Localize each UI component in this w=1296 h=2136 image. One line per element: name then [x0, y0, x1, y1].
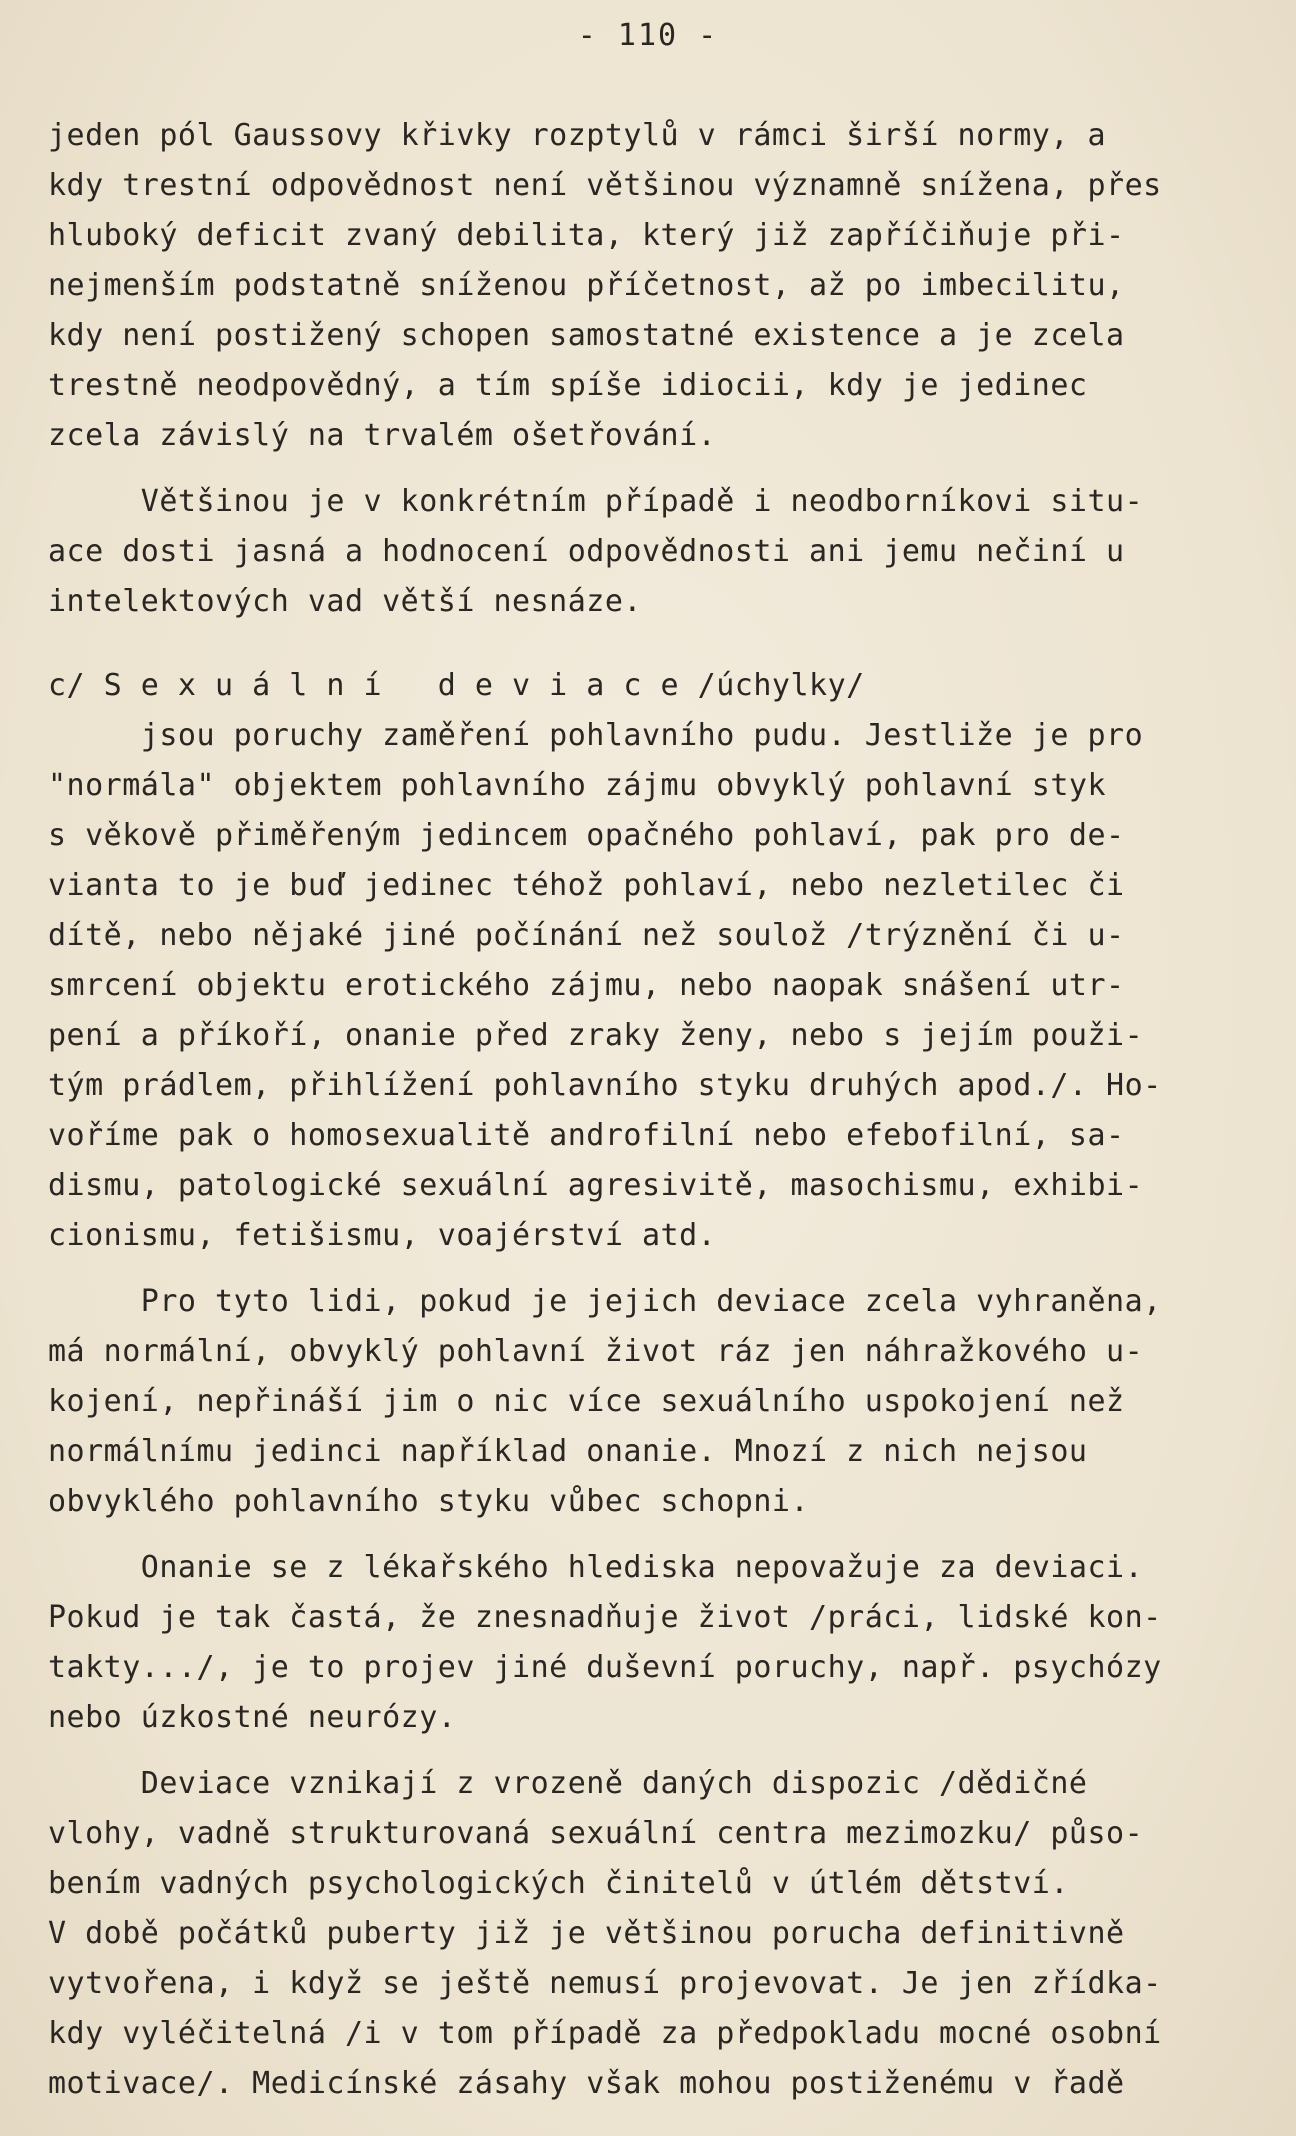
text-line: trestně neodpovědný, a tím spíše idiocii, kdy je jedinec [48, 368, 1088, 403]
text-line: kdy trestní odpovědnost není většinou významně snížena, přes [48, 168, 1162, 203]
text-line: cionismu, fetišismu, voajérství atd. [48, 1218, 717, 1253]
text-line: nebo úzkostné neurózy. [48, 1700, 457, 1735]
text-line: vlohy, vadně strukturovaná sexuální centra mezimozku/ půso- [48, 1816, 1144, 1851]
text-line: jsou poruchy zaměření pohlavního pudu. Jestliže je pro [48, 718, 1144, 753]
text-line: normálnímu jedinci například onanie. Mnozí z nich nejsou [48, 1434, 1088, 1469]
text-line: vianta to je buď jedinec téhož pohlaví, nebo nezletilec či [48, 868, 1125, 903]
text-line: dítě, nebo nějaké jiné počínání než soulož /trýznění či u- [48, 918, 1125, 953]
text-line: Většinou je v konkrétním případě i neodborníkovi situ- [48, 484, 1144, 519]
text-line: pení a příkoří, onanie před zraky ženy, nebo s jejím použi- [48, 1018, 1144, 1053]
text-line: intelektových vad větší nesnáze. [48, 584, 642, 619]
text-line: Pokud je tak častá, že znesnadňuje život /práci, lidské kon- [48, 1600, 1162, 1635]
text-line: Pro tyto lidi, pokud je jejich deviace zcela vyhraněna, [48, 1284, 1162, 1319]
text-line: V době počátků puberty již je většinou porucha definitivně [48, 1916, 1125, 1951]
text-line: smrcení objektu erotického zájmu, nebo naopak snášení utr- [48, 968, 1125, 1003]
text-line: takty.../, je to projev jiné duševní poruchy, např. psychózy [48, 1650, 1162, 1685]
text-line: zcela závislý na trvalém ošetřování. [48, 418, 717, 453]
text-line: motivace/. Medicínské zásahy však mohou postiženému v řadě [48, 2066, 1125, 2101]
text-line: "normála" objektem pohlavního zájmu obvyklý pohlavní styk [48, 768, 1107, 803]
text-line: s věkově přiměřeným jedincem opačného pohlaví, pak pro de- [48, 818, 1125, 853]
section-heading: c/ S e x u á l n í d e v i a c e /úchylky/ [48, 668, 865, 703]
text-line: bením vadných psychologických činitelů v útlém dětství. [48, 1866, 1069, 1901]
text-line: hluboký deficit zvaný debilita, který již zapříčiňuje při- [48, 218, 1125, 253]
text-line: dismu, patologické sexuální agresivitě, masochismu, exhibi- [48, 1168, 1144, 1203]
text-line: Deviace vznikají z vrozeně daných dispozic /dědičné [48, 1766, 1088, 1801]
text-line: voříme pak o homosexualitě androfilní nebo efebofilní, sa- [48, 1118, 1125, 1153]
text-line: kojení, nepřináší jim o nic více sexuálního uspokojení než [48, 1384, 1125, 1419]
text-line: nejmenším podstatně sníženou příčetnost, až po imbecilitu, [48, 268, 1125, 303]
text-line: má normální, obvyklý pohlavní život ráz jen náhražkového u- [48, 1334, 1144, 1369]
page-number: - 110 - [577, 18, 719, 53]
text-line: jeden pól Gaussovy křivky rozptylů v rámci širší normy, a [48, 118, 1107, 153]
text-line: kdy vyléčitelná /i v tom případě za předpokladu mocné osobní [48, 2016, 1162, 2051]
text-line: vytvořena, i když se ještě nemusí projevovat. Je jen zřídka- [48, 1966, 1162, 2001]
text-line: obvyklého pohlavního styku vůbec schopni. [48, 1484, 810, 1519]
text-line: tým prádlem, přihlížení pohlavního styku druhých apod./. Ho- [48, 1068, 1162, 1103]
text-line: ace dosti jasná a hodnocení odpovědnosti ani jemu nečiní u [48, 534, 1125, 569]
text-line: Onanie se z lékařského hlediska nepovažuje za deviaci. [48, 1550, 1144, 1585]
text-line: kdy není postižený schopen samostatné existence a je zcela [48, 318, 1125, 353]
